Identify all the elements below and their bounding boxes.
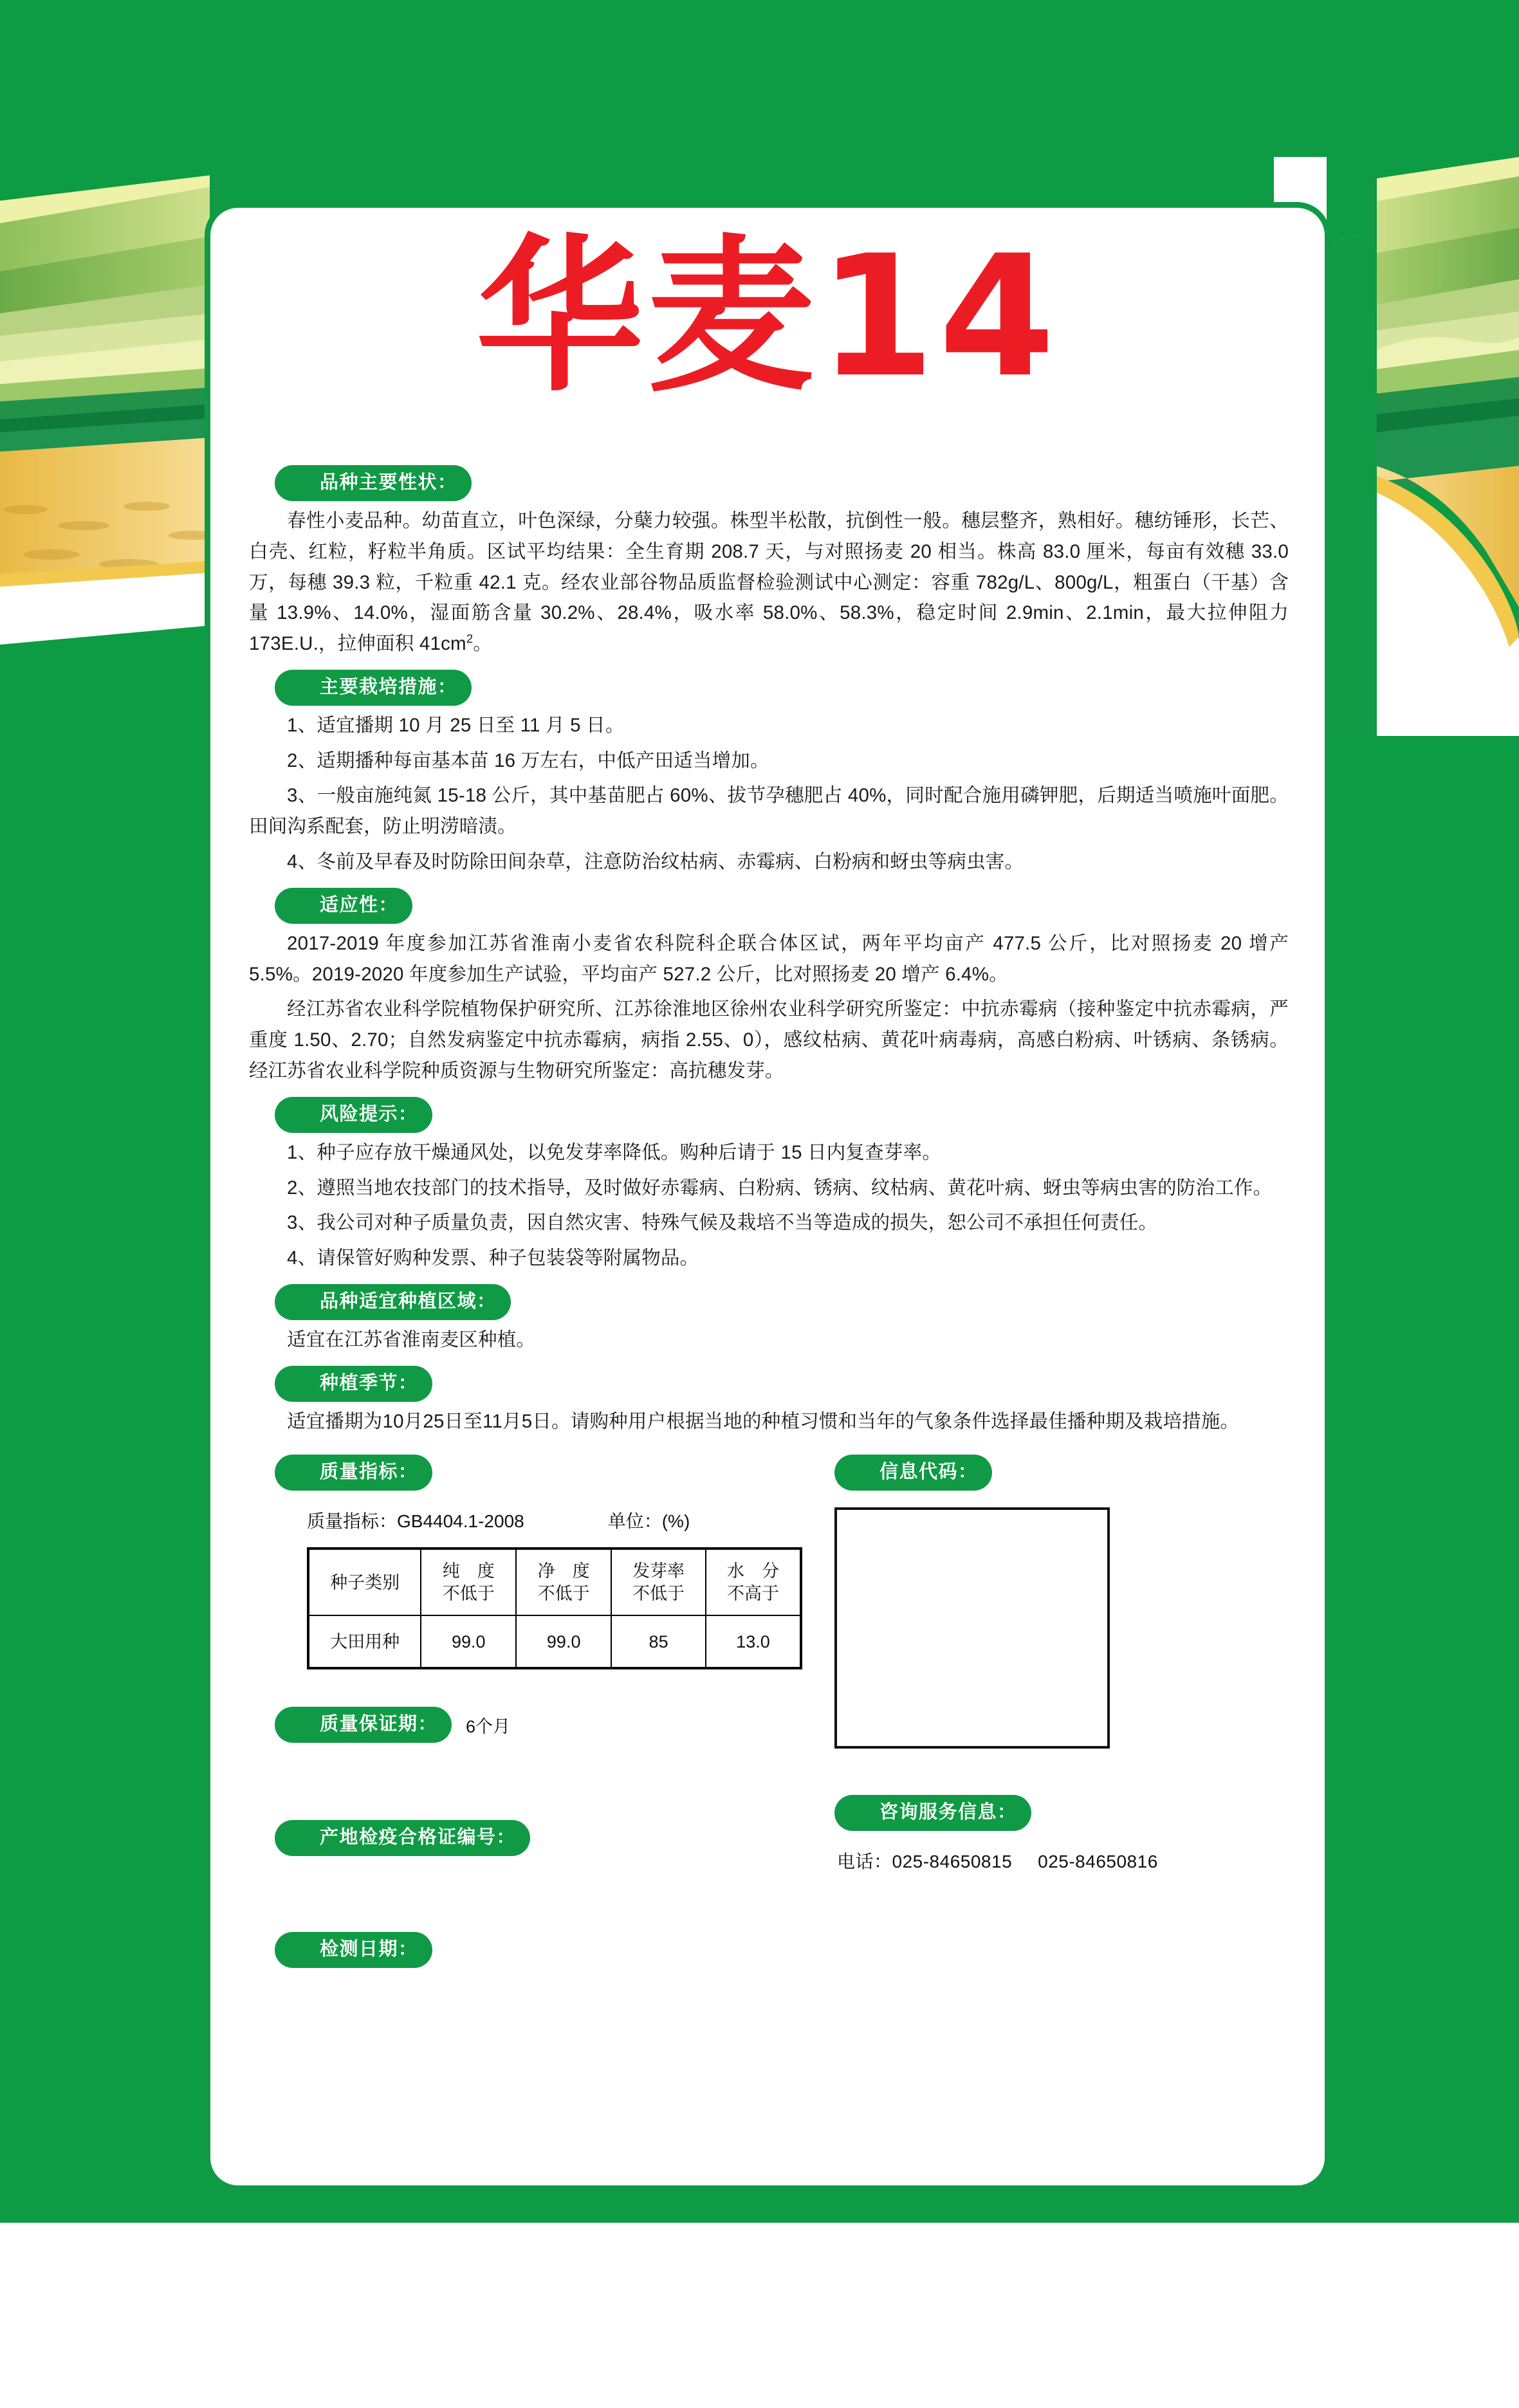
- phone-number-1: 025-84650815: [892, 1852, 1013, 1872]
- region-label: 品种适宜种植区域：: [275, 1284, 511, 1320]
- section-season: [249, 1366, 1289, 1437]
- content-body: [210, 465, 1330, 2034]
- adaptability-label-row: [275, 888, 1289, 924]
- phone-prefix: 电话：: [837, 1852, 892, 1872]
- section-cultivation: [249, 670, 1289, 878]
- section-region: [249, 1284, 1289, 1356]
- traits-label: 品种主要性状：: [275, 465, 472, 501]
- service-label: 咨询服务信息：: [834, 1795, 1031, 1831]
- test-date-label: 检测日期：: [275, 1932, 432, 1968]
- quality-column: [249, 1455, 802, 1972]
- quarantine-label: 产地检疫合格证编号：: [275, 1820, 530, 1856]
- quality-indicators-table: [307, 1547, 802, 1669]
- risk-label-row: [275, 1097, 1289, 1133]
- season-label-row: [275, 1366, 1289, 1402]
- adaptability-paragraph: 经江苏省农业科学院植物保护研究所、江苏徐淮地区徐州农业科学研究所鉴定：中抗赤霉病（接种鉴定中抗赤霉病，严重度 1.50、2.70；自然发病鉴定中抗赤霉病，病指 2.55、0），感纹枯病、黄花叶病毒病，高感白粉病、叶锈病、条锈病。经江苏省农业科学院种质资源与生物研究所鉴定：高抗穗发芽。: [249, 998, 1289, 1081]
- info-code-label: 信息代码：: [834, 1455, 992, 1491]
- table-cell: 大田用种: [308, 1615, 421, 1668]
- cultivation-item: 4、冬前及早春及时防除田间杂草，注意防治纹枯病、赤霉病、白粉病和蚜虫等病虫害。: [287, 851, 1024, 873]
- quality-unit-text: 单位：(%): [607, 1511, 690, 1532]
- traits-label-row: [275, 465, 1289, 501]
- table-header-row: [308, 1549, 801, 1615]
- quality-standard-text: 质量指标：GB4404.1-2008: [307, 1511, 524, 1532]
- risk-item: 3、我公司对种子质量负责，因自然灾害、特殊气候及栽培不当等造成的损失，恕公司不承担任何责任。: [287, 1212, 1158, 1234]
- service-label-row: [834, 1795, 1317, 1831]
- season-label: 种植季节：: [275, 1366, 432, 1402]
- table-cell: 99.0: [421, 1615, 516, 1668]
- table-header-cell: 发芽率 不低于: [611, 1549, 706, 1615]
- table-header-cell: 种子类别: [308, 1549, 421, 1615]
- region-label-row: [275, 1284, 1289, 1320]
- table-header-cell: 水 分 不高于: [706, 1549, 801, 1615]
- cultivation-item: 1、适宜播期 10 月 25 日至 11 月 5 日。: [287, 714, 625, 736]
- page-title: 华麦14: [476, 220, 1059, 414]
- risk-item: 4、请保管好购种发票、种子包装袋等附属物品。: [287, 1247, 699, 1269]
- section-traits: [249, 465, 1289, 659]
- table-cell: 99.0: [516, 1615, 611, 1668]
- cultivation-item: 3、一般亩施纯氮 15-18 公斤，其中基苗肥占 60%、拔节孕穗肥占 40%，同时配合施用磷钾肥，后期适当喷施叶面肥。田间沟系配套，防止明涝暗渍。: [249, 785, 1289, 838]
- section-risk: [249, 1097, 1289, 1274]
- traits-body: 春性小麦品种。幼苗直立，叶色深绿，分蘖力较强。株型半松散，抗倒性一般。穗层整齐，熟相好。穗纺锤形，长芒、白壳、红粒，籽粒半角质。区试平均结果：全生育期 208.7 天，与对照扬麦 20 相当。株高 83.0 厘米，每亩有效穗 33.0 万，每穗 39.3 粒，千粒重 42.1 克。经农业部谷物品质监督检验测试中心测定：容重 782g/L、800g/L，粗蛋白（干基）含量 13.9%、14.0%，湿面筋含量 30.2%、28.4%，吸水率 58.0%、58.3%，稳定时间 2.9min、2.1min，最大拉伸阻力 173E.U.，拉伸面积 $41cm^2$。: [249, 510, 1289, 655]
- quality-label: 质量指标：: [275, 1455, 432, 1491]
- section-adaptability: [249, 888, 1289, 1087]
- quality-standard-row: [307, 1507, 802, 1533]
- table-cell: 85: [611, 1615, 706, 1668]
- service-phone-numbers: [837, 1848, 1317, 1873]
- info-code-label-row: [834, 1455, 1317, 1491]
- table-cell: 13.0: [706, 1615, 801, 1668]
- warranty-label: 质量保证期：: [275, 1707, 452, 1743]
- risk-item: 2、遵照当地农技部门的技术指导，及时做好赤霉病、白粉病、锈病、纹枯病、黄花叶病、蚜虫等病虫害的防治工作。: [287, 1177, 1273, 1199]
- warranty-label-row: [275, 1707, 802, 1743]
- test-date-label-row: [275, 1932, 802, 1968]
- risk-item: 1、种子应存放干燥通风处，以免发芽率降低。购种后请于 15 日内复查芽率。: [287, 1141, 942, 1163]
- adaptability-paragraph: 2017-2019 年度参加江苏省淮南小麦省农科院科企联合体区试，两年平均亩产 477.5 公斤，比对照扬麦 20 增产 5.5%。2019-2020 年度参加生产试验，平均亩产 527.2 公斤，比对照扬麦 20 增产 6.4%。: [249, 932, 1289, 985]
- traits-superscript: 2: [466, 632, 474, 646]
- quality-label-row: [275, 1455, 802, 1491]
- info-code-column: [809, 1455, 1317, 1873]
- quarantine-label-row: [275, 1820, 802, 1856]
- risk-label: 风险提示：: [275, 1097, 432, 1133]
- qr-code-placeholder: [834, 1507, 1110, 1749]
- cultivation-label-row: [275, 670, 1289, 706]
- season-body: 适宜播期为10月25日至11月5日。请购种用户根据当地的种植习惯和当年的气象条件选择最佳播种期及栽培措施。: [287, 1410, 1240, 1432]
- cultivation-item: 2、适期播种每亩基本苗 16 万左右，中低产田适当增加。: [287, 749, 769, 771]
- table-row: [308, 1615, 801, 1668]
- content-card: [205, 202, 1330, 2191]
- phone-number-2: 025-84650816: [1038, 1852, 1158, 1872]
- table-header-cell: 纯 度 不低于: [421, 1549, 516, 1615]
- warranty-value: 6个月: [466, 1716, 511, 1736]
- region-body: 适宜在江苏省淮南麦区种植。: [287, 1328, 536, 1350]
- quality-and-code-area: [249, 1455, 1289, 2034]
- cultivation-label: 主要栽培措施：: [275, 670, 472, 706]
- table-header-cell: 净 度 不低于: [516, 1549, 611, 1615]
- adaptability-label: 适应性：: [275, 888, 412, 924]
